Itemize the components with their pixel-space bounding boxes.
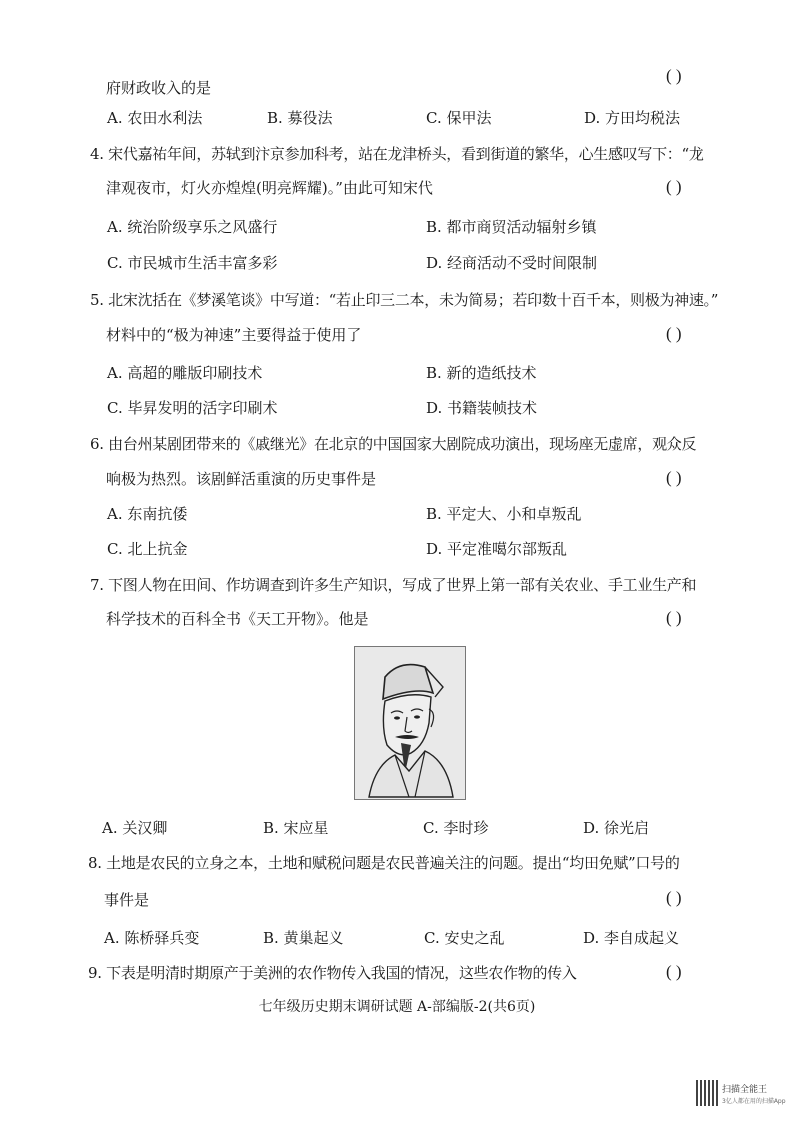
q4-option-b: B. 都市商贸活动辐射乡镇 xyxy=(426,218,597,236)
q5-option-d: D. 书籍装帧技术 xyxy=(426,399,538,417)
q7-option-b: B. 宋应星 xyxy=(263,819,329,837)
q5-answer-bracket: ( ) xyxy=(666,324,682,343)
portrait-sketch xyxy=(355,647,465,799)
q6-option-a: A. 东南抗倭 xyxy=(107,505,188,523)
q8-option-c: C. 安史之乱 xyxy=(424,929,505,947)
q4-stem-line2: 津观夜市，灯火亦煌煌(明亮辉耀)。”由此可知宋代 xyxy=(106,179,433,197)
q4-option-c: C. 市民城市生活丰富多彩 xyxy=(107,254,278,272)
q6-stem-line2: 响极为热烈。该剧鲜活重演的历史事件是 xyxy=(106,470,377,488)
q4-answer-bracket: ( ) xyxy=(666,177,682,196)
scanner-watermark xyxy=(696,1080,786,1110)
qr-code-icon xyxy=(696,1080,718,1106)
q7-stem-line2: 科学技术的百科全书《天工开物》。他是 xyxy=(106,610,369,628)
q3-option-c: C. 保甲法 xyxy=(426,109,492,127)
watermark-title: 扫描全能王 xyxy=(722,1085,768,1095)
q4-stem-line1: 4. 宋代嘉祐年间，苏轼到汴京参加科考，站在龙津桥头，看到街道的繁华，心生感叹写下：“龙 xyxy=(90,145,704,163)
q8-option-b: B. 黄巢起义 xyxy=(263,929,344,947)
q6-answer-bracket: ( ) xyxy=(666,468,682,487)
q3-option-b: B. 募役法 xyxy=(267,109,333,127)
q5-option-b: B. 新的造纸技术 xyxy=(426,364,537,382)
q6-option-d: D. 平定准噶尔部叛乱 xyxy=(426,540,568,558)
q8-stem-line2: 事件是 xyxy=(104,891,150,909)
q5-option-c: C. 毕昇发明的活字印刷术 xyxy=(107,399,278,417)
q3-option-a: A. 农田水利法 xyxy=(107,109,203,127)
q5-stem-line1: 5. 北宋沈括在《梦溪笔谈》中写道：“若止印三二本，未为简易；若印数十百千本，则极为神速。” xyxy=(90,291,719,309)
q8-answer-bracket: ( ) xyxy=(666,888,682,907)
q8-stem-line1: 8. 土地是农民的立身之本，土地和赋税问题是农民普遍关注的问题。提出“均田免赋”口号的 xyxy=(88,854,680,872)
watermark-subtitle: 3亿人都在用的扫描App xyxy=(722,1098,786,1105)
q4-option-d: D. 经商活动不受时间限制 xyxy=(426,254,598,272)
q3-text-tail: 府财政收入的是 xyxy=(106,79,212,97)
q9-stem-line1: 9. 下表是明清时期原产于美洲的农作物传入我国的情况，这些农作物的传入 xyxy=(88,964,577,982)
q3-option-d: D. 方田均税法 xyxy=(584,109,681,127)
q7-answer-bracket: ( ) xyxy=(666,608,682,627)
q6-option-c: C. 北上抗金 xyxy=(107,540,188,558)
q7-option-a: A. 关汉卿 xyxy=(102,819,168,837)
q7-stem-line1: 7. 下图人物在田间、作坊调查到许多生产知识，写成了世界上第一部有关农业、手工业生产和 xyxy=(90,576,697,594)
page-footer: 七年级历史期末调研试题 A-部编版-2(共6页) xyxy=(258,999,536,1015)
q4-option-a: A. 统治阶级享乐之风盛行 xyxy=(107,218,278,236)
q6-option-b: B. 平定大、小和卓叛乱 xyxy=(426,505,582,523)
q5-stem-line2: 材料中的“极为神速”主要得益于使用了 xyxy=(106,326,362,344)
q8-option-d: D. 李自成起义 xyxy=(583,929,680,947)
q8-option-a: A. 陈桥驿兵变 xyxy=(104,929,200,947)
q7-option-d: D. 徐光启 xyxy=(583,819,650,837)
song-yingxing-portrait xyxy=(354,646,466,800)
q6-stem-line1: 6. 由台州某剧团带来的《戚继光》在北京的中国国家大剧院成功演出，现场座无虚席，观众反 xyxy=(90,435,697,453)
q3-answer-bracket: ( ) xyxy=(666,66,682,85)
q5-option-a: A. 高超的雕版印刷技术 xyxy=(107,364,263,382)
q9-answer-bracket: ( ) xyxy=(666,962,682,981)
q7-option-c: C. 李时珍 xyxy=(423,819,489,837)
